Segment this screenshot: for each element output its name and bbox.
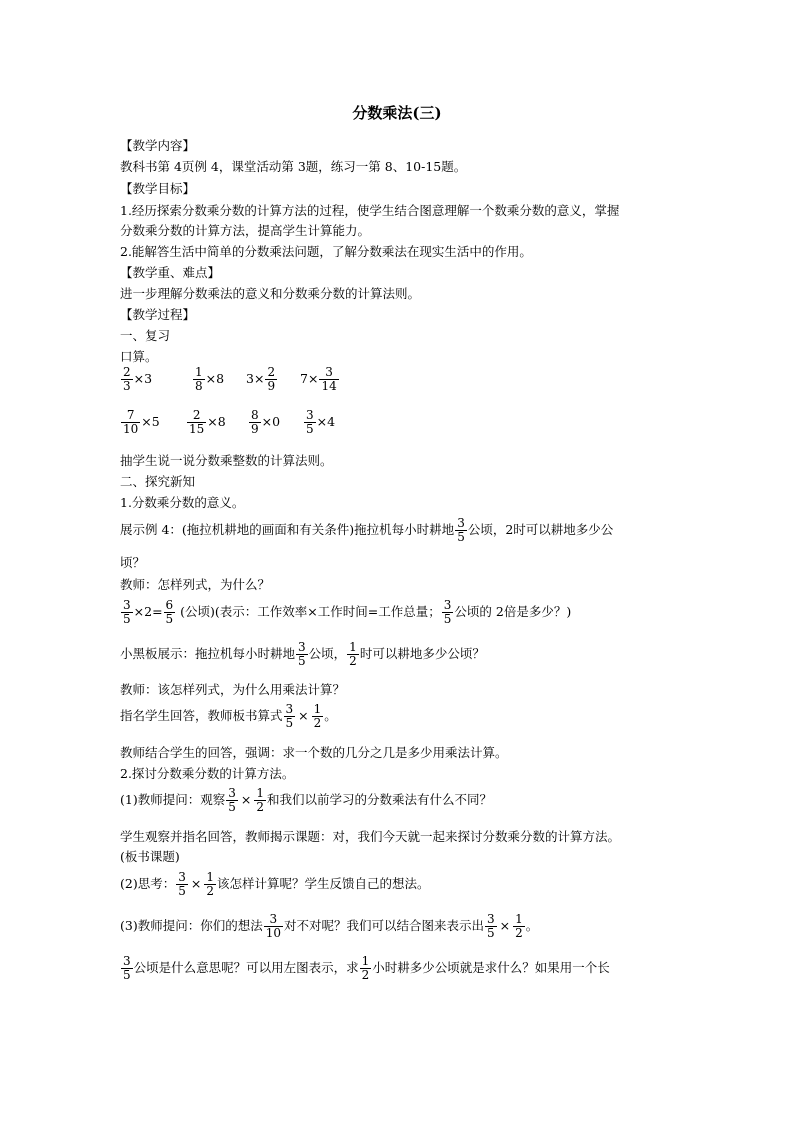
last-line: $\frac{3}{5}$ 公顷是什么意思呢？可以用左图表示，求 $\frac{1}{2}$ 小时耕多少公顷就是求什么？如果用一个长 bbox=[123, 954, 610, 982]
exercise-3: 3× $\frac{2}{9}$ bbox=[246, 365, 276, 393]
emphasis-line: 教师结合学生的回答，强调：求一个数的几分之几是多少用乘法计算。 bbox=[120, 745, 508, 760]
fraction: $\frac{1}{2}$ bbox=[361, 954, 370, 982]
example-4-cont: 顷？ bbox=[120, 555, 146, 570]
fraction: $\frac{1}{8}$ bbox=[195, 365, 203, 393]
example-4-line: 展示例 4：(拖拉机耕地的画面和有关条件)拖拉机每小时耕地 $\frac{3}{5}$ 公顷，2时可以耕地多少公 bbox=[120, 516, 614, 544]
equation-line: $\frac{3}{5}$ ×2= $\frac{6}{5}$ (公顷)(表示：工作效率×工作时间=工作总量； $\frac{3}{5}$ 公顷的 2倍是多少？) bbox=[123, 598, 572, 626]
fraction: $\frac{2}{3}$ bbox=[123, 365, 131, 393]
fraction: $\frac{3}{5}$ bbox=[123, 954, 131, 982]
exercise-7: $\frac{8}{9}$ ×0 bbox=[251, 408, 281, 436]
fraction: $\frac{3}{10}$ bbox=[265, 912, 281, 940]
fraction: $\frac{6}{5}$ bbox=[165, 598, 174, 626]
section-explore: 二、探究新知 bbox=[120, 474, 196, 489]
fraction: $\frac{1}{2}$ bbox=[206, 870, 214, 898]
fraction: $\frac{3}{5}$ bbox=[123, 598, 131, 626]
fraction: $\frac{1}{2}$ bbox=[313, 702, 322, 730]
fraction: $\frac{3}{5}$ bbox=[457, 516, 465, 544]
exercise-1: $\frac{2}{3}$ ×3 bbox=[123, 365, 153, 393]
goal-1-line-2: 分数乘分数的计算方法，提高学生计算能力。 bbox=[120, 223, 371, 238]
heading-process: 【教学过程】 bbox=[120, 307, 196, 322]
goal-2: 2.能解答生活中简单的分数乘法问题，了解分数乘法在现实生活中的作用。 bbox=[120, 244, 532, 259]
fraction: $\frac{3}{5}$ bbox=[228, 786, 236, 814]
question-2-line: (2)思考： $\frac{3}{5}$ × $\frac{1}{2}$ 该怎样计算呢？学生反馈自己的想法。 bbox=[120, 870, 430, 898]
answer-line: 指名学生回答，教师板书算式 $\frac{3}{5}$ × $\frac{1}{2}$ 。 bbox=[120, 702, 337, 730]
key-points-text: 进一步理解分数乘法的意义和分数乘分数的计算法则。 bbox=[120, 286, 421, 301]
draw-students: 抽学生说一说分数乘整数的计算法则。 bbox=[120, 453, 333, 468]
fraction: $\frac{3}{14}$ bbox=[321, 365, 337, 393]
exercise-6: $\frac{2}{15}$ ×8 bbox=[189, 408, 226, 436]
fraction: $\frac{8}{9}$ bbox=[251, 408, 259, 436]
fraction: $\frac{1}{2}$ bbox=[515, 912, 523, 940]
exercise-8: $\frac{3}{5}$ ×4 bbox=[306, 408, 336, 436]
fraction: $\frac{3}{5}$ bbox=[487, 912, 495, 940]
blackboard-line: 小黑板展示：拖拉机每小时耕地 $\frac{3}{5}$ 公顷， $\frac{1}{2}$ 时可以耕地多少公顷？ bbox=[120, 640, 485, 668]
heading-key-points: 【教学重、难点】 bbox=[120, 265, 221, 280]
fraction: $\frac{1}{2}$ bbox=[256, 786, 264, 814]
fraction: $\frac{3}{5}$ bbox=[285, 702, 294, 730]
board-title-note: (板书课题) bbox=[120, 849, 180, 864]
question-1-line: (1)教师提问：观察 $\frac{3}{5}$ × $\frac{1}{2}$ 和我们以前学习的分数乘法有什么不同？ bbox=[120, 786, 492, 814]
fraction: $\frac{2}{15}$ bbox=[189, 408, 205, 436]
content-text: 教科书第 4页例 4，课堂活动第 3题，练习一第 8、10-15题。 bbox=[120, 159, 467, 174]
teacher-question-2: 教师：该怎样列式，为什么用乘法计算？ bbox=[120, 682, 346, 697]
fraction: $\frac{2}{9}$ bbox=[267, 365, 276, 393]
fraction: $\frac{3}{5}$ bbox=[443, 598, 452, 626]
page-title: 分数乘法(三) bbox=[352, 104, 442, 122]
oral-calc-label: 口算。 bbox=[120, 349, 158, 364]
fraction: $\frac{3}{5}$ bbox=[178, 870, 186, 898]
observe-line: 学生观察并指名回答，教师揭示课题：对，我们今天就一起来探讨分数乘分数的计算方法。 bbox=[120, 829, 621, 844]
fraction: $\frac{3}{5}$ bbox=[306, 408, 314, 436]
teacher-question-1: 教师：怎样列式，为什么？ bbox=[120, 577, 271, 592]
part-2-title: 2.探讨分数乘分数的计算方法。 bbox=[120, 766, 295, 781]
part-1-title: 1.分数乘分数的意义。 bbox=[120, 495, 245, 510]
fraction: $\frac{7}{10}$ bbox=[123, 408, 139, 436]
exercise-4: 7× $\frac{3}{14}$ bbox=[300, 365, 337, 393]
fraction: $\frac{1}{2}$ bbox=[349, 640, 357, 668]
goal-1-line-1: 1.经历探索分数乘分数的计算方法的过程，使学生结合图意理解一个数乘分数的意义，掌握 bbox=[120, 203, 620, 218]
question-3-line: (3)教师提问：你们的想法 $\frac{3}{10}$ 对不对呢？我们可以结合图来表示出 $\frac{3}{5}$ × $\frac{1}{2}$ 。 bbox=[120, 912, 539, 940]
exercise-5: $\frac{7}{10}$ ×5 bbox=[123, 408, 160, 436]
heading-content: 【教学内容】 bbox=[120, 138, 196, 153]
heading-goals: 【教学目标】 bbox=[120, 181, 196, 196]
section-review: 一、复习 bbox=[120, 328, 171, 343]
fraction: $\frac{3}{5}$ bbox=[298, 640, 306, 668]
exercise-2: $\frac{1}{8}$ ×8 bbox=[195, 365, 225, 393]
